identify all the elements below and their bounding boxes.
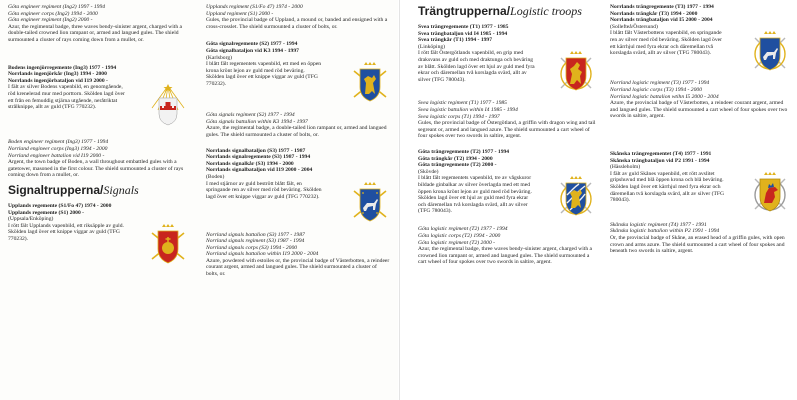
right-page xyxy=(399,0,797,400)
entry-title: Göta engineer corps (Ing2) 1994 - 2000 xyxy=(8,10,98,17)
entry-title: Norrlands trängregemente (T3) 1977 - 1994 xyxy=(610,4,714,10)
entry-title: Upplands regemente (S1) 2000 - xyxy=(8,209,85,216)
orb-bolts-shield-icon xyxy=(148,223,188,265)
griffin-head-wheel-shield-icon xyxy=(750,171,790,213)
entry-location: (Linköping) xyxy=(418,43,446,50)
entry-body: I rött fält Upplands vapenbild, ett riksäpple av guld. Skölden lagd över ett knippe viggar av guld (TFG 770232). xyxy=(8,222,124,242)
entry-t3-sv xyxy=(610,4,790,72)
entry-title: Skånska trängregementet (T4) 1977 - 1991 xyxy=(610,150,712,157)
entry-title: Upplands regemente (S1/Fo 47) 1974 - 2000 xyxy=(8,202,112,209)
entry-title: Boden engineer regiment (Ing3) 1977 - 1994 xyxy=(8,139,109,146)
reindeer-wheel-shield-icon xyxy=(750,30,790,72)
entry-title: Svea trängregemente (T1) 1977 - 1985 xyxy=(418,24,509,30)
entry-title: Norrland engineer corps (Ing3) 1994 - 2000 xyxy=(8,145,108,152)
entry-title: Norrland signals battalion (S3) 1977 - 1987 xyxy=(206,231,305,238)
entry-title: Norrland logistic battalion wtihn I5 2000 - 2004 xyxy=(610,93,719,100)
entry-title: Svea logistic regiment (T1) 1977 - 1985 xyxy=(418,100,507,107)
entry-title: Norrlands trängbataljon vid I5 2000 - 2004 xyxy=(610,17,713,24)
entry-body: I fält av silver Bodens vapenbild, en genomgående, röd krenelerad mur med porttorn. Skölden lagd över ett från en femuddig stjärna utgående, neråtriktat strålknippe, allt av guld (TFG 770232). xyxy=(8,84,125,111)
heading-sub: Logistic troops xyxy=(510,4,582,18)
left-column-2 xyxy=(206,4,390,281)
entry-title: Göta engineer regiment (Ing2) 1997 - 1994 xyxy=(8,4,106,10)
entry-title: Norrland signals corps (S3) 1994 - 2000 xyxy=(206,244,298,251)
entry-title: Göta signals regiment (S2) 1977 - 1994 xyxy=(206,112,295,119)
entry-t2-sv xyxy=(418,149,596,217)
entry-title: Göta signals battalion within K3 1994 - 1997 xyxy=(206,118,308,125)
entry-t1-en xyxy=(418,100,596,140)
entry-body: Gules, the provincial badge of Östergötland, a griffin with dragon wing and tail segreant or, armed and langued azure. The shield surmounted a cart wheel of four spokes over two swords in saltire, argent. xyxy=(418,120,596,140)
entry-title: Skånska logistic regiment (T4) 1977 - 1991 xyxy=(610,221,707,228)
lion-waves-wheel-shield-icon xyxy=(556,175,596,217)
entry-title: Norrland logistic corps (T3) 1994 - 2000 xyxy=(610,86,702,93)
right-column-1 xyxy=(418,4,596,269)
entry-ing3-sv xyxy=(8,65,188,127)
entry-location: (Sollefteå/Östersund) xyxy=(610,23,658,30)
entry-t4-en xyxy=(610,222,790,255)
lion-bolts-shield-icon xyxy=(350,61,390,103)
entry-title: Norrland logistic regiment (T3) 1977 - 1994 xyxy=(610,80,710,87)
section-heading-signals xyxy=(8,183,188,197)
heading-main: Trängtrupperna xyxy=(418,4,507,18)
entry-title: Skånska trängbataljon vid P2 1991 - 1994 xyxy=(610,157,710,164)
heading-sub: Signals xyxy=(103,182,139,197)
entry-t3-en xyxy=(610,80,790,120)
entry-s2-en xyxy=(206,112,390,138)
entry-body: Azure, the provincial badge of Västerbotten, a reindeer courant argent, armed and langued gules. The shield surmounted a cart wheel of four spokes over two swords in saltire, argent. xyxy=(610,100,788,120)
entry-body: Azur, the regimental badge, three waves bendy-sinister argent, charged with a crowned lion rampant or, armed and langued gules. The shield surmounted a cart wheel of four spokes over two swords in saltire, argent. xyxy=(418,246,592,266)
entry-title: Upplands regiment (S1/Fo 47) 1974 - 2000 xyxy=(206,4,303,10)
entry-title: Svea trängkår (T1) 1994 - 1997 xyxy=(418,37,493,44)
entry-body: Gules, the provincial badge of Uppland, a mound or, banded and ensigned with a cross-crosslet. The shield surmounted a cluster of bolts, or. xyxy=(206,17,388,30)
entry-title: Göta trängregemente (T2) 2000 - xyxy=(418,162,497,169)
entry-body: Or, the provincial badge of Skåne, an erased head of a griffin gules, with open crown and arms azure. The shield surmounted a cart wheel of four spokes and beneath two swords in saltire, argent. xyxy=(610,234,785,255)
entry-location: (Uppsala/Enköping) xyxy=(8,216,54,223)
entry-title: Skånska logistic battalion within P2 1991 - 1994 xyxy=(610,228,720,235)
entry-title: Norrland engineer battalion vid I19 2000 - xyxy=(8,152,105,159)
sun-wall-shield-icon xyxy=(148,84,188,126)
entry-title: Bodens ingenjörregemente (Ing3) 1977 - 1994 xyxy=(8,64,117,71)
entry-ing3-en xyxy=(8,139,188,179)
left-page xyxy=(0,0,398,400)
entry-body: I med stjärnor av guld bestrött blått fält, en springande ren av silver med röd beväring. Skölden lagd över ett knippe viggar av guld (TFG 770232). xyxy=(206,180,322,200)
entry-title: Göta logistic regiment (T2) 1977 - 1994 xyxy=(418,226,508,233)
entry-title: Norrland signals battalion within I19 2000 - 2004 xyxy=(206,251,319,258)
entry-body: I fält av guld Skånes vapenbild, ett rött avslitet gripshuvud med blå öppen krona och blå beväring. Skölden lagd över ett kärrhjul med fyra ekrar och däremellan två korslagda svärd, allt av silver (TFG 780043). xyxy=(610,170,725,204)
entry-body: Argent, the town badge of Boden, a wall throughout embattled gules with a gatetower, masoned in the first colour. The shield surmounted a cluster of rays coming down from a mullet, or. xyxy=(8,159,184,179)
entry-title: Göta logistic corps (T2) 1994 - 2000 xyxy=(418,232,501,239)
entry-t1-sv xyxy=(418,24,596,92)
entry-location: (Skövde) xyxy=(418,168,439,175)
entry-title: Norrlands trängkår (T3) 1994 - 2000 xyxy=(610,10,698,17)
heading-separator: / xyxy=(100,182,104,197)
left-column-1 xyxy=(8,4,188,268)
entry-s1-sv xyxy=(8,203,188,265)
entry-title: Uppland regiment (S1) 2000 - xyxy=(206,10,274,17)
entry-s3-sv xyxy=(206,148,390,223)
entry-t2-en xyxy=(418,226,596,266)
entry-title: Göta trängkår (T2) 1994 - 2000 xyxy=(418,155,493,162)
entry-title: Göta engineer regiment (Ing2) 2000 - xyxy=(8,17,93,24)
entry-title: Norrlands signalregemente (S3) 1987 - 1994 xyxy=(206,154,311,161)
entry-body: I blått fält regementets vapenbild, tre av vågskuror bildade ginbalkar av silver överlagda med ett med öppen krona krönt lejon av guld med röd beväring. Skölden lagd över ett hjul av guld med fyra ekrar och däremellan två korslagda svärd, allt av silver (TFG 780043). xyxy=(418,175,532,215)
entry-location: (Karlsborg) xyxy=(206,54,232,61)
entry-body: Azur, the regimental badge, three waves bendy-sinister argent, charged with a double-tailed crowned lion rampant or, armed and langued gules. The shield surmounted a cluster of rays coming down from a mullet, or. xyxy=(8,23,182,43)
entry-title: Göta signalbataljon vid K3 1994 - 1997 xyxy=(206,47,299,54)
entry-title: Göta signalregemente (S2) 1977 - 1994 xyxy=(206,41,298,48)
entry-body: I rött fält Östergötlands vapenbild, en grip med draksvans av guld och med draktunga och beväring av blått. Skölden lagd över ett hjul av guld med fyra ekrar och däremellan två korslagda svärd, allt av silver (TFG 780043). xyxy=(418,50,535,83)
heading-main: Signaltrupperna xyxy=(8,182,101,197)
reindeer-bolts-shield-icon xyxy=(350,181,390,223)
entry-title: Svea logistic corps (T1) 1994 - 1997 xyxy=(418,113,500,120)
entry-title: Norrlands ingenjörkår (Ing3) 1994 - 2000 xyxy=(8,71,107,78)
griffin-wheel-shield-icon xyxy=(556,50,596,92)
entry-s1-en xyxy=(206,4,390,30)
entry-title: Norrlands ingenjörbataljon vid I19 2000 - xyxy=(8,77,108,84)
entry-location: (Hässleholm) xyxy=(610,164,641,171)
heading-separator: / xyxy=(506,4,511,18)
entry-body: Azure, the regimental badge, a double-tailed lion rampant or, armed and langued gules. The shield surmounted a cluster of bolts, or. xyxy=(206,125,387,138)
entry-t4-sv xyxy=(610,151,790,213)
entry-title: Norrlands signalbataljon vid I19 2000 - 2004 xyxy=(206,167,313,174)
entry-body: I blått fält Västerbottens vapenbild, en springande ren av silver med röd beväring. Skölden lagd över ett kärrhjul med fyra ekrar och däremellan två korslagda svärd, allt av silver (TFG 780043). xyxy=(610,30,722,57)
entry-title: Svea trängbataljon vid I4 1985 - 1994 xyxy=(418,30,508,37)
entry-s3-en xyxy=(206,232,390,278)
entry-title: Norrland signals regiment (S3) 1987 - 1994 xyxy=(206,238,305,245)
entry-s2-sv xyxy=(206,41,390,103)
entry-body: I blått fält regementets vapenbild, ett med en öppen krona krönt lejon av guld med röd beväring. Skölden lagd över ett knippe viggar av guld (TFG 770232). xyxy=(206,61,322,87)
right-column-2 xyxy=(610,4,790,258)
entry-title: Svea logistic battalion within I4 1985 - 1994 xyxy=(418,106,518,113)
entry-title: Göta trängregemente (T2) 1977 - 1994 xyxy=(418,148,510,155)
entry-location: (Boden) xyxy=(206,173,225,180)
entry-title: Göta logistic regiment (T2) 2000 - xyxy=(418,239,496,246)
entry-ing2-en xyxy=(8,4,188,44)
entry-body: Azure, powdered with estoiles or, the provincial badge of Västerbotten, a reindeer courant argent, armed and langued gules. The shield surmounted a cluster of bolts, or. xyxy=(206,257,390,278)
entry-title: Norrlands signalbataljon (S3) 1977 - 1987 xyxy=(206,147,306,154)
section-heading-logistic-troops xyxy=(418,4,596,18)
entry-title: Norrlands signalkår (S3) 1994 - 2000 xyxy=(206,160,294,167)
